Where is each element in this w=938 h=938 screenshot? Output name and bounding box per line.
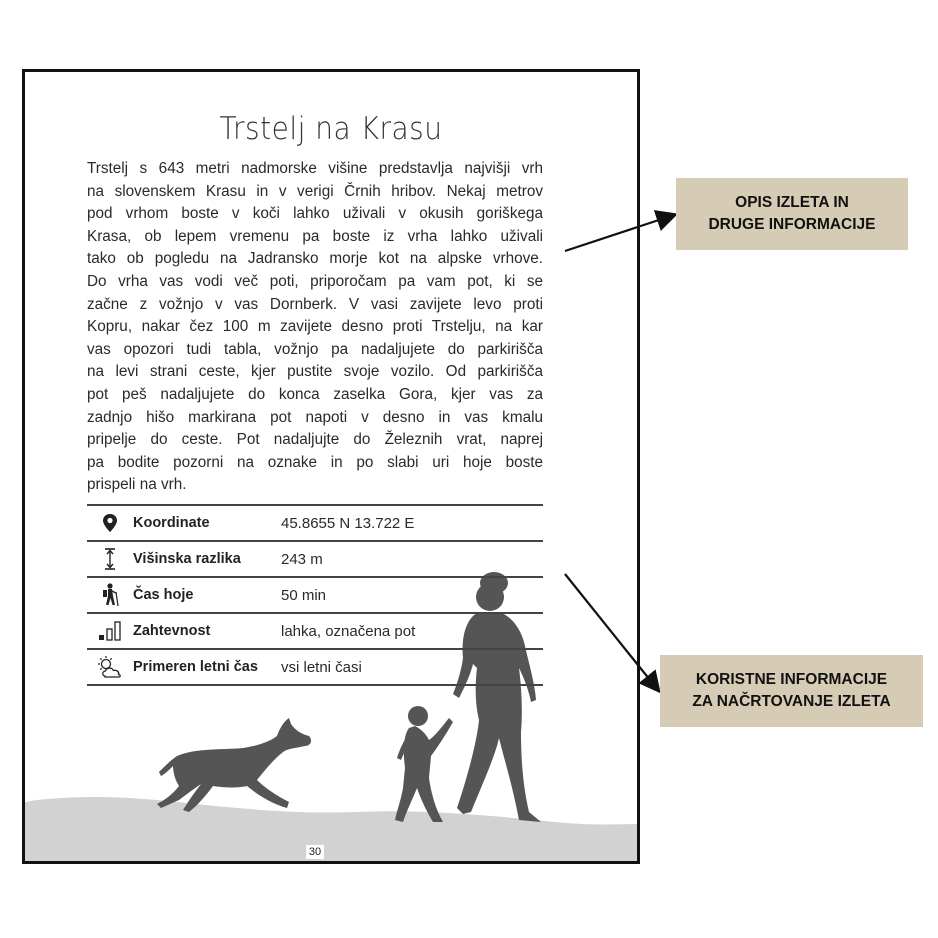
description-line: Trstelj s 643 metri nadmorske višine predstavlja najvišji vrh	[87, 160, 543, 177]
description-line: zadnjo hišo markirana pot napoti v desno in vas kmalu	[87, 408, 543, 426]
info-label: Zahtevnost	[133, 623, 211, 639]
annotation-text: DRUGE INFORMACIJE	[708, 216, 876, 233]
info-label: Primeren letni čas	[133, 659, 258, 675]
info-value: 45.8655 N 13.722 E	[281, 514, 415, 532]
info-label: Koordinate	[133, 515, 210, 531]
page-number: 30	[306, 845, 324, 859]
info-value: vsi letni časi	[281, 658, 362, 676]
description-line: Do vrha vas vodi več poti, priporočam pa vam pot, ki se	[87, 272, 543, 290]
description-line: začne z vožnjo v vas Dornberk. V vasi zavijete levo proti	[87, 295, 543, 313]
description-line: Kopru, nakar čez 100 m zavijete desno proti Trstelju, na kar	[87, 318, 543, 336]
annotation-text: KORISTNE INFORMACIJE	[695, 671, 888, 688]
info-annotation-box	[660, 655, 923, 727]
annotation-text: ZA NAČRTOVANJE IZLETA	[692, 693, 891, 710]
info-value: 243 m	[281, 550, 323, 568]
info-label: Višinska razlika	[133, 551, 241, 567]
description-line: Krasa, ob lepem vremenu pa boste iz vrha lahko uživali	[87, 227, 543, 245]
description-line: prispeli na vrh.	[87, 476, 187, 494]
description-line: pot peš nadaljujete do konca zaselka Gora, kjer vas za	[87, 385, 543, 403]
description-line: na levi strani ceste, kjer pustite svoje vozilo. Od parkirišča	[87, 363, 543, 381]
description-line: tako ob pogledu na Jadransko morje kot na alpske vrhove.	[87, 250, 543, 268]
description-line: pod vrhom boste v koči lahko uživali v okusih goriškega	[87, 205, 543, 223]
annotation-text: OPIS IZLETA IN	[735, 194, 849, 211]
info-value: lahka, označena pot	[281, 622, 416, 640]
description-line: pa bodite pozorni na oznake in po slabi uri hoje boste	[87, 453, 543, 471]
description-line: vas opozori tudi tabla, vožnjo pa nadaljujete do parkirišča	[87, 340, 543, 358]
description-line: pripelje do ceste. Pot nadaljujte do Železnih vrat, naprej	[87, 431, 543, 449]
page-title: Trstelj na Krasu	[219, 110, 443, 147]
arrow-to-info-note	[565, 574, 658, 690]
arrow-to-description-note	[565, 215, 674, 251]
description-line: na slovenskem Krasu in v verigi Črnih hribov. Nekaj metrov	[87, 182, 543, 200]
info-value: 50 min	[281, 586, 327, 604]
description-annotation-box	[676, 178, 908, 250]
info-label: Čas hoje	[133, 587, 194, 603]
